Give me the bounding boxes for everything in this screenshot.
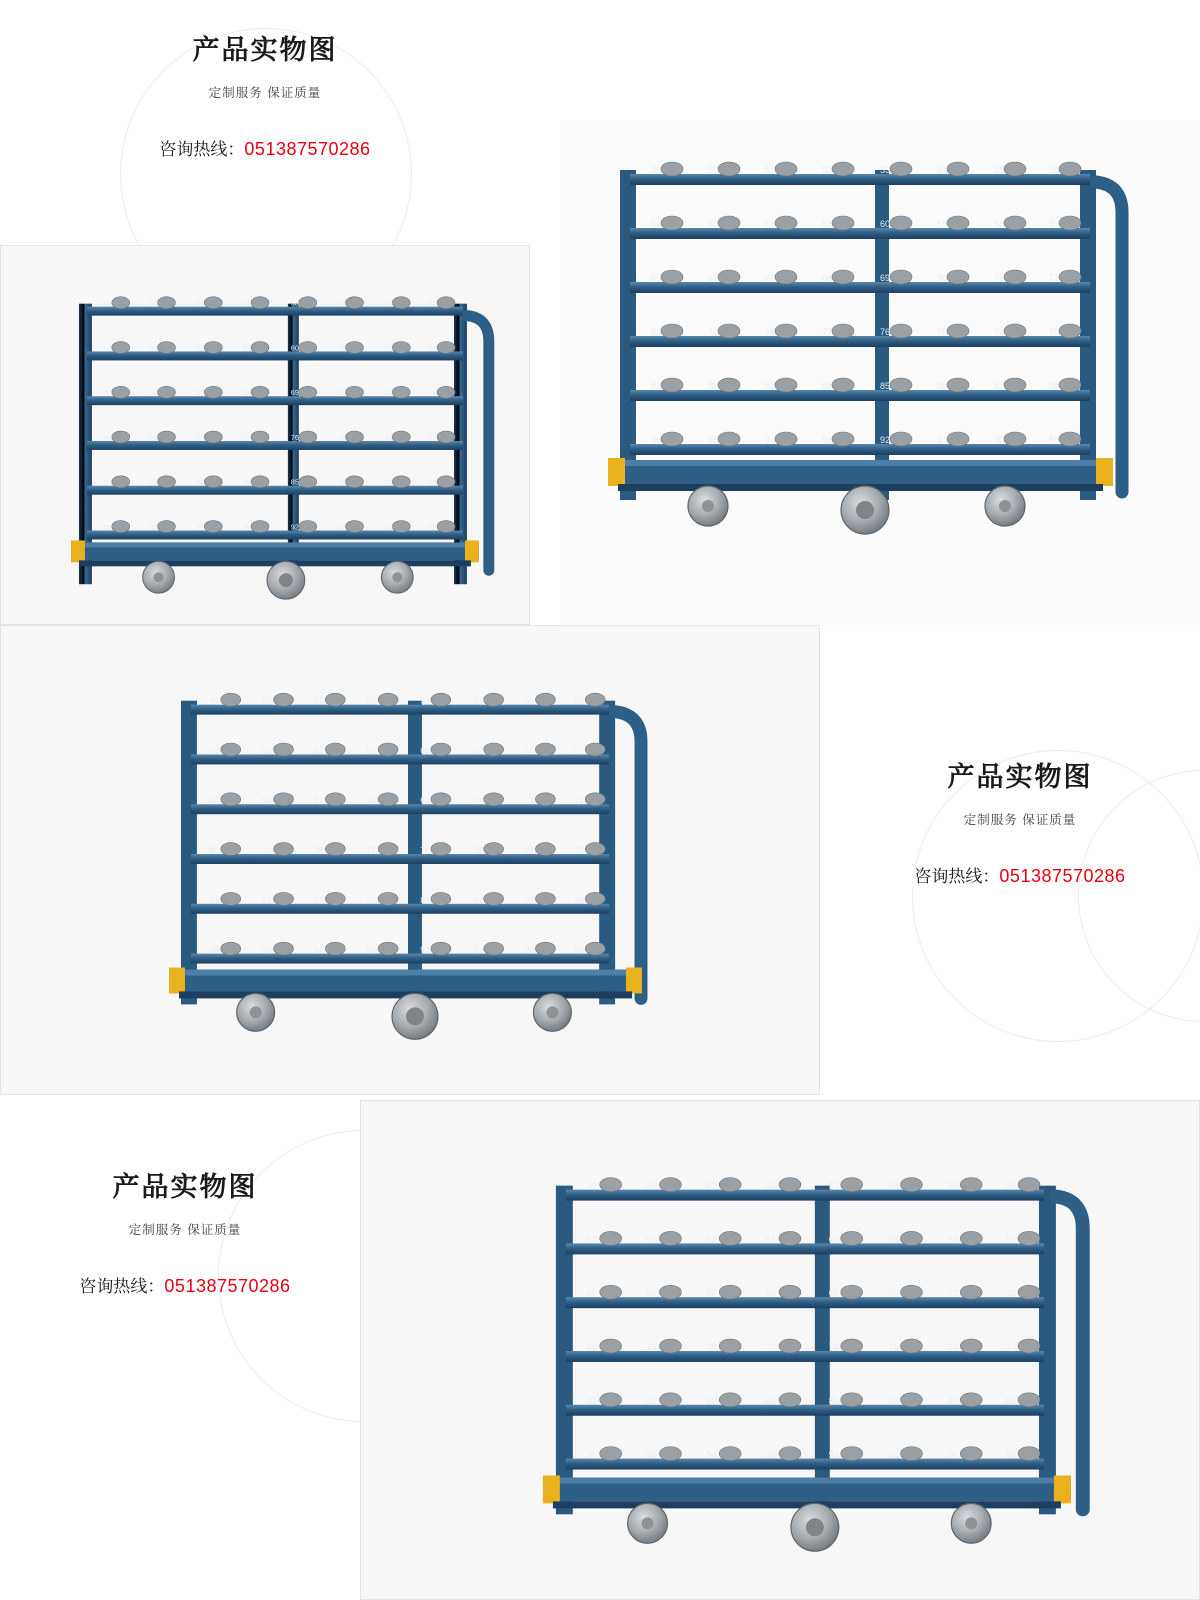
- svg-text:81: 81: [650, 381, 662, 391]
- svg-text:95: 95: [261, 944, 272, 955]
- svg-text:92: 92: [420, 944, 430, 955]
- svg-text:93: 93: [821, 435, 833, 445]
- svg-text:75: 75: [473, 845, 483, 856]
- svg-text:86: 86: [337, 477, 346, 487]
- svg-text:77: 77: [821, 327, 833, 337]
- svg-text:76: 76: [879, 327, 891, 337]
- svg-text:91: 91: [337, 522, 346, 532]
- svg-text:77: 77: [242, 432, 252, 442]
- svg-text:68: 68: [766, 1288, 777, 1299]
- svg-text:74: 74: [948, 1342, 959, 1352]
- product-photo-4: [361, 1101, 1199, 1599]
- svg-text:49: 49: [586, 1180, 597, 1191]
- promo-block-bottom-left: [20, 1165, 350, 1297]
- svg-text:65: 65: [586, 1288, 597, 1299]
- svg-text:68: 68: [242, 388, 252, 398]
- svg-text:87: 87: [524, 894, 535, 905]
- svg-text:83: 83: [196, 477, 205, 487]
- svg-text:89: 89: [1006, 1449, 1017, 1460]
- svg-text:85: 85: [828, 1395, 839, 1406]
- svg-text:89: 89: [427, 522, 437, 532]
- svg-text:50: 50: [707, 165, 719, 175]
- svg-text:61: 61: [242, 343, 252, 353]
- promo-hotline-label: 咨询热线：: [79, 1277, 165, 1296]
- svg-text:61: 61: [766, 1234, 777, 1245]
- svg-text:96: 96: [586, 1449, 597, 1460]
- svg-text:87: 87: [948, 1395, 959, 1406]
- svg-text:88: 88: [574, 894, 584, 905]
- svg-text:63: 63: [707, 219, 719, 229]
- svg-text:90: 90: [948, 1449, 959, 1460]
- svg-text:78: 78: [196, 432, 205, 442]
- position-labels: [104, 299, 437, 532]
- svg-text:53: 53: [879, 165, 891, 175]
- svg-text:88: 88: [1048, 381, 1060, 391]
- svg-text:85: 85: [879, 381, 891, 391]
- svg-text:62: 62: [764, 219, 776, 229]
- svg-text:64: 64: [650, 219, 662, 229]
- svg-text:86: 86: [888, 1395, 899, 1406]
- product-photo-3: [1, 626, 819, 1094]
- svg-text:85: 85: [420, 894, 430, 905]
- svg-text:56: 56: [427, 298, 437, 308]
- position-labels: [651, 165, 1059, 445]
- svg-text:95: 95: [646, 1449, 657, 1460]
- promo-title: 产品实物图: [192, 35, 338, 65]
- svg-text:82: 82: [707, 381, 719, 391]
- svg-text:62: 62: [196, 343, 205, 353]
- svg-text:69: 69: [828, 1288, 839, 1299]
- svg-text:57: 57: [1006, 1234, 1017, 1245]
- promo-title: 产品实物图: [947, 762, 1093, 792]
- promo-subtitle: 定制服务 保证质量: [963, 813, 1077, 827]
- svg-text:88: 88: [1006, 1395, 1017, 1406]
- svg-text:49: 49: [103, 298, 112, 308]
- svg-text:65: 65: [103, 388, 112, 398]
- svg-text:55: 55: [993, 165, 1005, 175]
- svg-text:91: 91: [473, 944, 483, 955]
- svg-text:71: 71: [384, 388, 393, 398]
- svg-text:96: 96: [650, 435, 662, 445]
- svg-text:66: 66: [261, 795, 272, 806]
- svg-text:68: 68: [821, 273, 833, 283]
- svg-text:75: 75: [936, 327, 948, 337]
- svg-text:90: 90: [384, 522, 393, 532]
- svg-text:72: 72: [1048, 273, 1060, 283]
- svg-text:62: 62: [313, 745, 324, 756]
- position-labels: [587, 1181, 1016, 1460]
- svg-text:73: 73: [1048, 327, 1060, 337]
- svg-text:78: 78: [764, 327, 776, 337]
- svg-text:95: 95: [707, 435, 719, 445]
- svg-text:61: 61: [366, 745, 376, 756]
- svg-text:68: 68: [366, 795, 376, 806]
- svg-text:67: 67: [196, 388, 205, 398]
- svg-text:59: 59: [337, 343, 346, 353]
- svg-text:66: 66: [646, 1288, 657, 1299]
- svg-text:91: 91: [936, 435, 948, 445]
- svg-text:75: 75: [888, 1342, 899, 1352]
- svg-text:72: 72: [574, 795, 584, 806]
- svg-text:69: 69: [879, 273, 891, 283]
- photo-panel-4: [360, 1100, 1200, 1600]
- photo-panel-1: [0, 245, 530, 625]
- svg-text:70: 70: [888, 1288, 899, 1299]
- svg-text:87: 87: [384, 477, 393, 487]
- promo-hotline-label: 咨询热线：: [159, 140, 245, 159]
- svg-text:64: 64: [209, 745, 219, 756]
- svg-text:74: 74: [524, 845, 535, 856]
- svg-text:53: 53: [828, 1180, 839, 1191]
- svg-text:70: 70: [936, 273, 948, 283]
- svg-text:79: 79: [707, 327, 719, 337]
- svg-text:79: 79: [646, 1342, 657, 1352]
- product-photo-2: [560, 120, 1200, 625]
- svg-text:61: 61: [821, 219, 833, 229]
- svg-text:76: 76: [290, 432, 299, 442]
- svg-text:58: 58: [524, 745, 535, 756]
- svg-text:51: 51: [706, 1180, 717, 1191]
- svg-text:73: 73: [574, 845, 584, 856]
- svg-text:66: 66: [707, 273, 719, 283]
- svg-text:93: 93: [242, 522, 252, 532]
- svg-text:59: 59: [936, 219, 948, 229]
- svg-text:92: 92: [290, 522, 299, 532]
- svg-text:89: 89: [574, 944, 584, 955]
- svg-text:79: 79: [261, 845, 272, 856]
- promo-hotline-number: 051387570286: [164, 1276, 291, 1296]
- svg-text:51: 51: [764, 165, 776, 175]
- svg-text:64: 64: [586, 1234, 597, 1245]
- svg-text:56: 56: [1048, 165, 1060, 175]
- svg-text:73: 73: [1006, 1342, 1017, 1352]
- svg-text:85: 85: [290, 477, 299, 487]
- promo-hotline-number: 051387570286: [244, 139, 371, 159]
- svg-text:50: 50: [149, 298, 158, 308]
- svg-text:84: 84: [366, 894, 376, 905]
- svg-text:52: 52: [242, 298, 252, 308]
- svg-text:69: 69: [290, 388, 299, 398]
- promo-hotline-label: 咨询热线：: [914, 867, 1000, 886]
- svg-text:67: 67: [313, 795, 324, 806]
- promo-block-top-left: [100, 28, 430, 160]
- svg-text:75: 75: [337, 432, 346, 442]
- svg-text:55: 55: [948, 1180, 959, 1191]
- svg-text:81: 81: [586, 1395, 597, 1406]
- svg-text:50: 50: [646, 1180, 657, 1191]
- svg-text:88: 88: [427, 477, 437, 487]
- svg-text:65: 65: [209, 795, 219, 806]
- svg-text:63: 63: [646, 1234, 657, 1245]
- svg-text:78: 78: [706, 1342, 717, 1352]
- svg-text:82: 82: [149, 477, 158, 487]
- svg-text:54: 54: [936, 165, 948, 175]
- svg-text:65: 65: [650, 273, 662, 283]
- svg-text:86: 86: [473, 894, 483, 905]
- svg-text:90: 90: [993, 435, 1005, 445]
- svg-text:50: 50: [261, 695, 272, 706]
- svg-text:59: 59: [888, 1234, 899, 1245]
- svg-text:74: 74: [384, 432, 393, 442]
- svg-text:83: 83: [706, 1395, 717, 1406]
- svg-text:72: 72: [427, 388, 437, 398]
- svg-text:81: 81: [103, 477, 112, 487]
- svg-text:51: 51: [313, 695, 324, 706]
- svg-text:82: 82: [646, 1395, 657, 1406]
- svg-text:56: 56: [574, 695, 584, 706]
- svg-text:54: 54: [337, 298, 346, 308]
- svg-text:57: 57: [574, 745, 584, 756]
- svg-text:80: 80: [650, 327, 662, 337]
- svg-text:67: 67: [764, 273, 776, 283]
- svg-text:80: 80: [586, 1342, 597, 1352]
- svg-text:62: 62: [706, 1234, 717, 1245]
- promo-title: 产品实物图: [112, 1172, 258, 1202]
- svg-text:87: 87: [993, 381, 1005, 391]
- svg-text:52: 52: [821, 165, 833, 175]
- svg-text:66: 66: [149, 388, 158, 398]
- position-labels: [209, 696, 584, 955]
- svg-text:94: 94: [313, 944, 324, 955]
- svg-text:72: 72: [1006, 1288, 1017, 1299]
- svg-text:49: 49: [209, 695, 219, 706]
- svg-text:84: 84: [766, 1395, 777, 1406]
- promo-hotline: [855, 862, 1185, 887]
- promo-subtitle: 定制服务 保证质量: [208, 86, 322, 100]
- svg-text:94: 94: [764, 435, 776, 445]
- svg-text:96: 96: [209, 944, 219, 955]
- svg-text:83: 83: [313, 894, 324, 905]
- promo-hotline-number: 051387570286: [999, 866, 1126, 886]
- svg-text:58: 58: [993, 219, 1005, 229]
- svg-text:64: 64: [103, 343, 112, 353]
- svg-text:84: 84: [821, 381, 833, 391]
- svg-text:80: 80: [103, 432, 112, 442]
- svg-text:57: 57: [1048, 219, 1060, 229]
- svg-text:89: 89: [1048, 435, 1060, 445]
- svg-text:60: 60: [828, 1234, 839, 1245]
- svg-text:71: 71: [524, 795, 535, 806]
- svg-text:81: 81: [209, 894, 219, 905]
- promo-hotline: [20, 1272, 350, 1297]
- svg-text:92: 92: [879, 435, 891, 445]
- svg-text:94: 94: [196, 522, 205, 532]
- svg-text:86: 86: [936, 381, 948, 391]
- photo-panel-3: [0, 625, 820, 1095]
- svg-text:57: 57: [427, 343, 437, 353]
- promo-block-middle-right: [855, 755, 1185, 887]
- svg-text:80: 80: [209, 845, 219, 856]
- svg-text:60: 60: [879, 219, 891, 229]
- svg-text:94: 94: [706, 1449, 717, 1460]
- svg-text:93: 93: [766, 1449, 777, 1460]
- svg-text:90: 90: [524, 944, 535, 955]
- svg-text:77: 77: [366, 845, 376, 856]
- svg-text:93: 93: [366, 944, 376, 955]
- svg-text:83: 83: [764, 381, 776, 391]
- svg-text:82: 82: [261, 894, 272, 905]
- svg-text:52: 52: [766, 1180, 777, 1191]
- svg-text:70: 70: [337, 388, 346, 398]
- svg-text:96: 96: [103, 522, 112, 532]
- svg-text:63: 63: [149, 343, 158, 353]
- promo-subtitle: 定制服务 保证质量: [128, 1223, 242, 1237]
- svg-text:59: 59: [473, 745, 483, 756]
- svg-text:73: 73: [427, 432, 437, 442]
- svg-text:91: 91: [888, 1449, 899, 1460]
- svg-text:58: 58: [948, 1234, 959, 1245]
- svg-text:56: 56: [1006, 1180, 1017, 1191]
- svg-text:95: 95: [149, 522, 158, 532]
- svg-text:52: 52: [366, 695, 376, 706]
- svg-text:76: 76: [420, 845, 430, 856]
- svg-text:76: 76: [828, 1342, 839, 1352]
- svg-text:70: 70: [473, 795, 483, 806]
- svg-text:51: 51: [196, 298, 205, 308]
- svg-text:69: 69: [420, 795, 430, 806]
- svg-text:53: 53: [290, 298, 299, 308]
- photo-panel-2: [560, 120, 1200, 625]
- svg-text:67: 67: [706, 1288, 717, 1299]
- svg-text:60: 60: [420, 745, 430, 756]
- svg-text:78: 78: [313, 845, 324, 856]
- product-photo-1: [1, 246, 529, 624]
- svg-text:54: 54: [888, 1180, 899, 1191]
- svg-text:84: 84: [242, 477, 252, 487]
- svg-text:55: 55: [524, 695, 535, 706]
- promo-hotline: [100, 135, 430, 160]
- svg-text:58: 58: [384, 343, 393, 353]
- svg-text:74: 74: [993, 327, 1005, 337]
- svg-text:92: 92: [828, 1449, 839, 1460]
- svg-text:63: 63: [261, 745, 272, 756]
- svg-text:79: 79: [149, 432, 158, 442]
- svg-text:53: 53: [420, 695, 430, 706]
- svg-text:60: 60: [290, 343, 299, 353]
- svg-text:49: 49: [650, 165, 662, 175]
- svg-text:55: 55: [384, 298, 393, 308]
- svg-text:71: 71: [948, 1288, 959, 1299]
- svg-text:77: 77: [766, 1342, 777, 1352]
- svg-text:54: 54: [473, 695, 483, 706]
- svg-text:71: 71: [993, 273, 1005, 283]
